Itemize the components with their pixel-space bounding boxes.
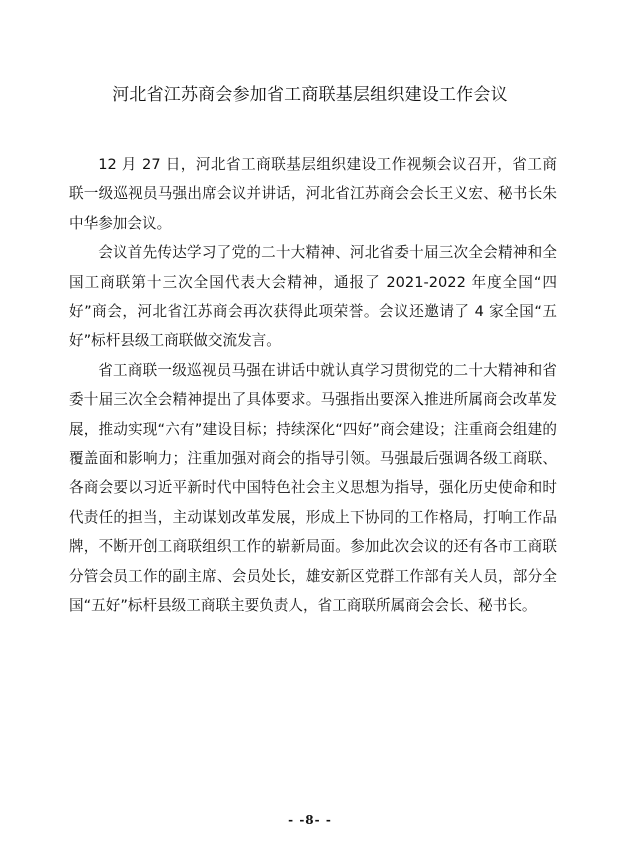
page-number: - -8- - xyxy=(288,813,332,827)
paragraph-meeting-opening: 12 月 27 日，河北省工商联基层组织建设工作视频会议召开，省工商联一级巡视员马强出席会议并讲话，河北省江苏商会会长王义宏、秘书长朱中华参加会议。 xyxy=(69,156,557,232)
document-body xyxy=(69,150,557,621)
paragraph-meeting-content: 会议首先传达学习了党的二十大精神、河北省委十届三次全会精神和全国工商联第十三次全国代表大会精神，通报了 2021-2022 年度全国“四好”商会，河北省江苏商会再次获得此项荣誉。会议还邀请了 4 家全国“五好”标杆县级工商联做交流发言。 xyxy=(69,244,557,350)
paragraph-speech-requirements: 省工商联一级巡视员马强在讲话中就认真学习贯彻党的二十大精神和省委十届三次全会精神提出了具体要求。马强指出要深入推进所属商会改革发展，推动实现“六有”建设目标；持续深化“四好”商会建设；注重商会组建的覆盖面和影响力；注重加强对商会的指导引领。马强最后强调各级工商联、各商会要以习近平新时代中国特色社会主义思想为指导，强化历史使命和时代责任的担当，主动谋划改革发展，形成上下协同的工作格局，打响工作品牌，不断开创工商联组织工作的崭新局面。参加此次会议的还有各市工商联分管会员工作的副主席、会员处长，雄安新区党群工作部有关人员，部分全国“五好”标杆县级工商联主要负责人，省工商联所属商会会长、秘书长。 xyxy=(69,361,557,615)
document-title: 河北省江苏商会参加省工商联基层组织建设工作会议 xyxy=(112,85,508,105)
